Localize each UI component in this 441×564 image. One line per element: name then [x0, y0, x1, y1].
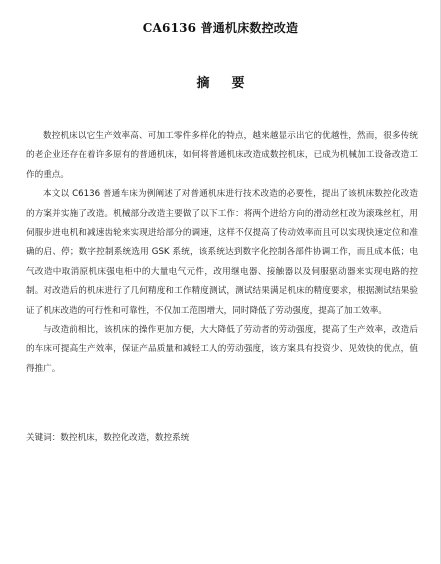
- abstract-heading-char-2: 要: [231, 76, 245, 91]
- abstract-heading: [0, 72, 441, 91]
- abstract-body: [26, 127, 418, 379]
- abstract-paragraph-1: 数控机床以它生产效率高、可加工零件多样化的特点，越来越显示出它的优越性，然而，很多传统的老企业还存在着许多原有的普通机床，如何将普通机床改造成数控机床，已成为机械加工设备改造工作的重点。: [26, 131, 418, 180]
- abstract-heading-char-1: 摘: [196, 76, 210, 91]
- keywords-line: 关键词：数控机床，数控化改造，数控系统: [26, 433, 190, 443]
- abstract-paragraph-2: 本文以 C6136 普通车床为例阐述了对普通机床进行技术改造的必要性，提出了该机床数控化改造的方案并实施了改造。机械部分改造主要做了以下工作：将两个进给方向的滑动丝杠改为滚珠丝杠，用伺服步进电机和减速齿轮来实现进给部分的调速，这样不仅提高了传动效率而且可以实现快速定位和准确的启、停；数字控制系统选用 GSK 系统，该系统达到数字化控制各部件协调工作，而且成本低；电气改造中取消原机床强电柜中的大量电气元件，改用继电器、接触器以及伺服驱动器来实现电路的控制。对改造后的机床进行了几何精度和工作精度测试，测试结果满足机床的精度要求，根据测试结果验证了机床改造的可行性和可靠性，不仅加工范围增大，同时降低了劳动强度，提高了加工效率。: [26, 189, 418, 316]
- document-title: CA6136 普通机床数控改造: [142, 21, 299, 35]
- abstract-paragraph-3: 与改造前相比，该机床的操作更加方便，大大降低了劳动者的劳动强度，提高了生产效率，改造后的车床可提高生产效率，保证产品质量和减轻工人的劳动强度，该方案具有投资少、见效快的优点，值得推广。: [26, 325, 418, 374]
